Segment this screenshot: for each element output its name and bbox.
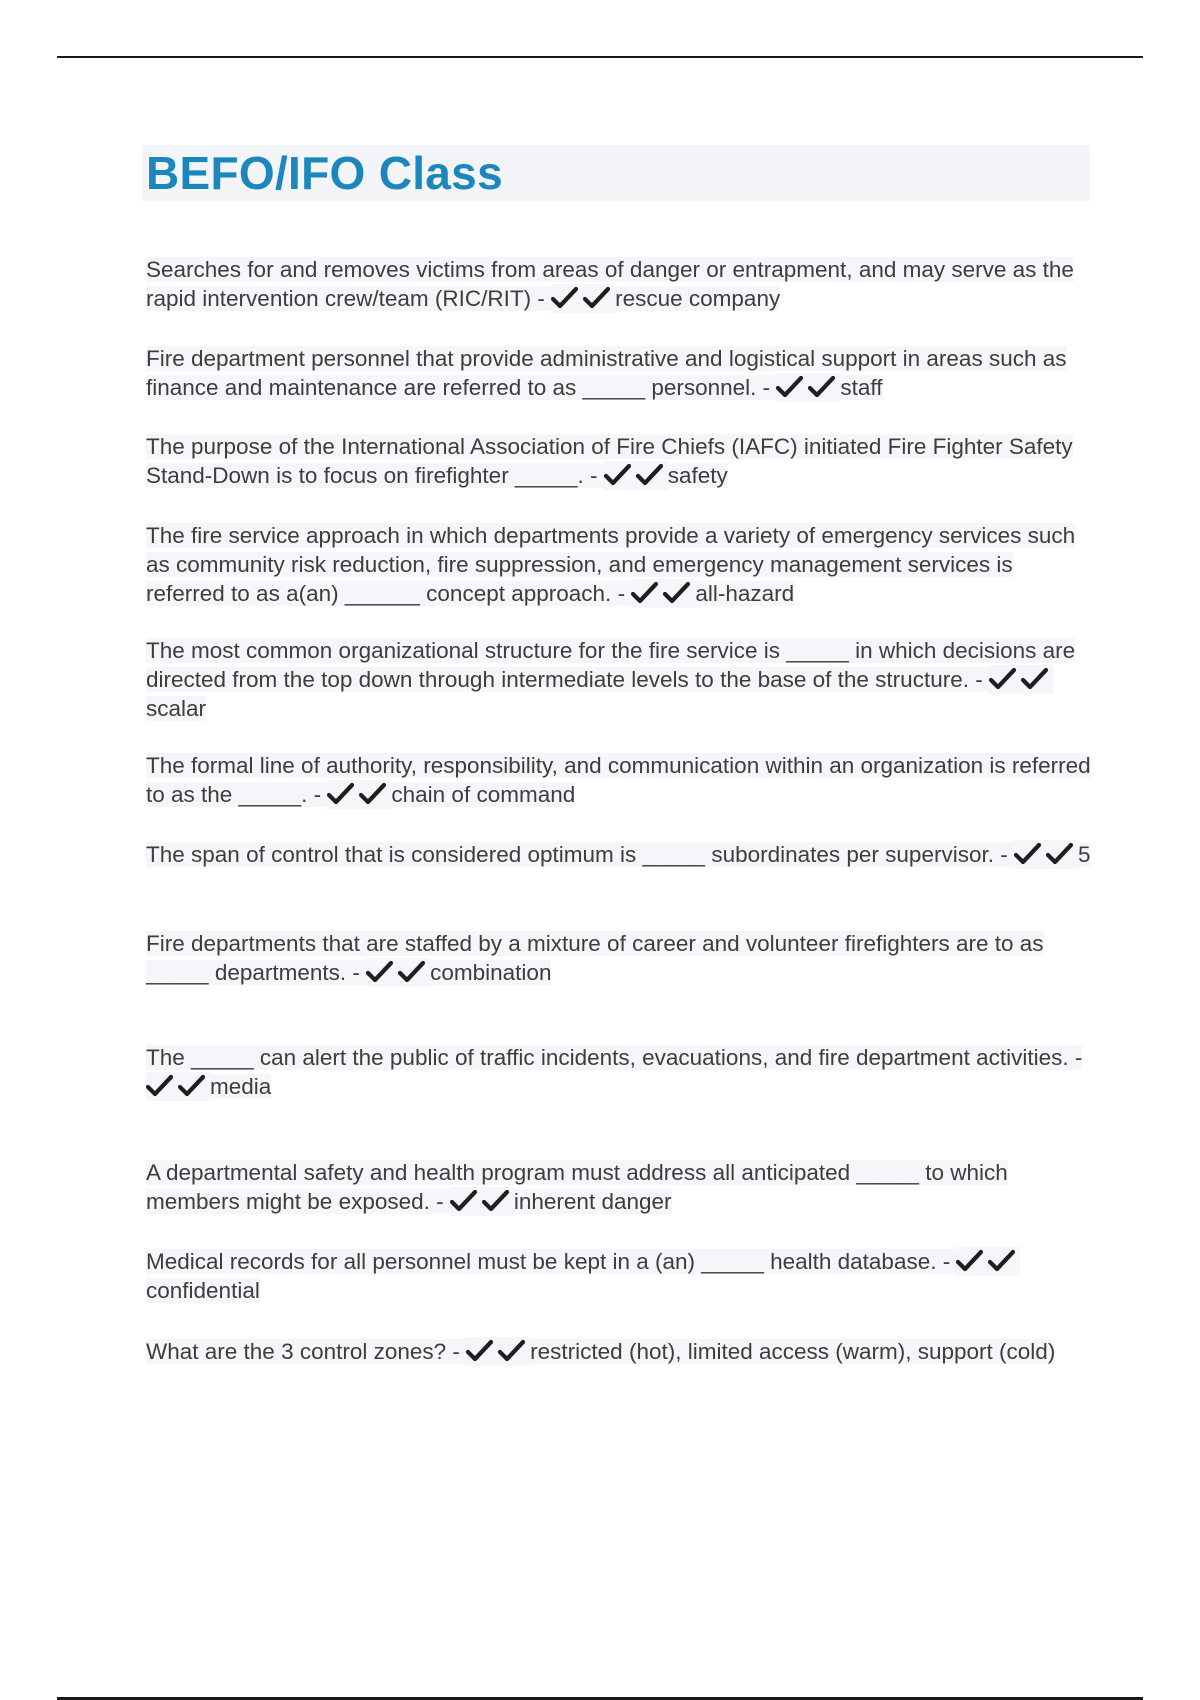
separator: -	[1068, 1045, 1083, 1070]
qa-item	[146, 840, 1096, 869]
question-text: The purpose of the International Association of Fire Chiefs (IAFC) initiated Fire Fighter Safety Stand-Down is to focus on firefighter _____.	[146, 434, 1073, 488]
check-mark-icon	[631, 581, 658, 605]
qa-item	[146, 255, 1096, 313]
check-mark-icon	[178, 1074, 205, 1098]
question-text: The span of control that is considered optimum is _____ subordinates per supervisor.	[146, 842, 994, 867]
separator: -	[429, 1189, 450, 1214]
answer-checks	[956, 1247, 1020, 1276]
qa-item	[146, 432, 1096, 490]
answer-checks	[327, 780, 391, 809]
answer-text: combination	[430, 960, 552, 985]
separator: -	[993, 842, 1014, 867]
question-text: The _____ can alert the public of traffic incidents, evacuations, and fire department activities.	[146, 1045, 1069, 1070]
check-mark-icon	[359, 782, 386, 806]
separator: -	[756, 375, 777, 400]
separator: -	[531, 286, 552, 311]
check-mark-icon	[398, 960, 425, 984]
qa-item	[146, 1337, 1096, 1366]
qa-item	[146, 1247, 1096, 1305]
answer-text: restricted (hot), limited access (warm), support (cold)	[530, 1339, 1056, 1364]
qa-item	[146, 1158, 1096, 1216]
answer-checks	[604, 461, 668, 490]
answer-checks	[366, 958, 430, 987]
separator: -	[346, 960, 367, 985]
answer-checks	[1014, 840, 1078, 869]
answer-checks	[776, 373, 840, 402]
answer-text: confidential	[146, 1278, 260, 1303]
check-mark-icon	[583, 286, 610, 310]
qa-item	[146, 636, 1096, 723]
check-mark-icon	[482, 1189, 509, 1213]
check-mark-icon	[450, 1189, 477, 1213]
qa-item	[146, 1043, 1096, 1101]
question-text: Medical records for all personnel must be kept in a (an) _____ health database.	[146, 1249, 937, 1274]
check-mark-icon	[327, 782, 354, 806]
check-mark-icon	[1046, 842, 1073, 866]
separator: -	[936, 1249, 957, 1274]
answer-text: chain of command	[391, 782, 576, 807]
answer-checks	[551, 284, 615, 313]
separator: -	[968, 667, 989, 692]
answer-checks	[631, 579, 695, 608]
question-text: A departmental safety and health program must address all anticipated _____ to which members might be exposed.	[146, 1160, 1008, 1214]
check-mark-icon	[498, 1339, 525, 1363]
check-mark-icon	[776, 375, 803, 399]
answer-text: safety	[667, 463, 728, 488]
question-text: The formal line of authority, responsibility, and communication within an organization is referred to as the _____.	[146, 753, 1091, 807]
answer-checks	[989, 665, 1053, 694]
answer-text: scalar	[146, 696, 207, 721]
check-mark-icon	[663, 581, 690, 605]
check-mark-icon	[466, 1339, 493, 1363]
qa-item	[146, 344, 1096, 402]
question-text: Fire departments that are staffed by a mixture of career and volunteer firefighters are to as _____ departments.	[146, 931, 1044, 985]
answer-checks	[466, 1337, 530, 1366]
answer-text: rescue company	[615, 286, 781, 311]
qa-item	[146, 751, 1096, 809]
question-text: Searches for and removes victims from areas of danger or entrapment, and may serve as the rapid intervention crew/team (RIC/RIT)	[146, 257, 1074, 311]
question-text: What are the 3 control zones?	[146, 1339, 447, 1364]
check-mark-icon	[956, 1249, 983, 1273]
check-mark-icon	[146, 1074, 173, 1098]
check-mark-icon	[604, 463, 631, 487]
answer-text: media	[210, 1074, 272, 1099]
answer-checks	[450, 1187, 514, 1216]
question-text: The most common organizational structure for the fire service is _____ in which decisions are directed from the top down through intermediate levels to the base of the structure.	[146, 638, 1076, 692]
question-text: The fire service approach in which departments provide a variety of emergency services such as community risk reduction, fire suppression, and emergency management services is referred to as a(an) ______ concept approach.	[146, 523, 1076, 606]
question-text: Fire department personnel that provide administrative and logistical support in areas such as finance and maintenance are referred to as _____ personnel.	[146, 346, 1067, 400]
separator: -	[446, 1339, 467, 1364]
document-title: BEFO/IFO Class	[146, 147, 503, 199]
separator: -	[583, 463, 604, 488]
answer-checks	[146, 1072, 210, 1101]
qa-item	[146, 929, 1096, 987]
separator: -	[307, 782, 328, 807]
check-mark-icon	[808, 375, 835, 399]
separator: -	[611, 581, 632, 606]
check-mark-icon	[551, 286, 578, 310]
check-mark-icon	[366, 960, 393, 984]
check-mark-icon	[1021, 667, 1048, 691]
answer-text: all-hazard	[695, 581, 795, 606]
answer-text: staff	[840, 375, 883, 400]
check-mark-icon	[636, 463, 663, 487]
qa-item	[146, 521, 1096, 608]
answer-text: inherent danger	[513, 1189, 672, 1214]
check-mark-icon	[1014, 842, 1041, 866]
check-mark-icon	[989, 667, 1016, 691]
answer-text: 5	[1077, 842, 1091, 867]
check-mark-icon	[988, 1249, 1015, 1273]
